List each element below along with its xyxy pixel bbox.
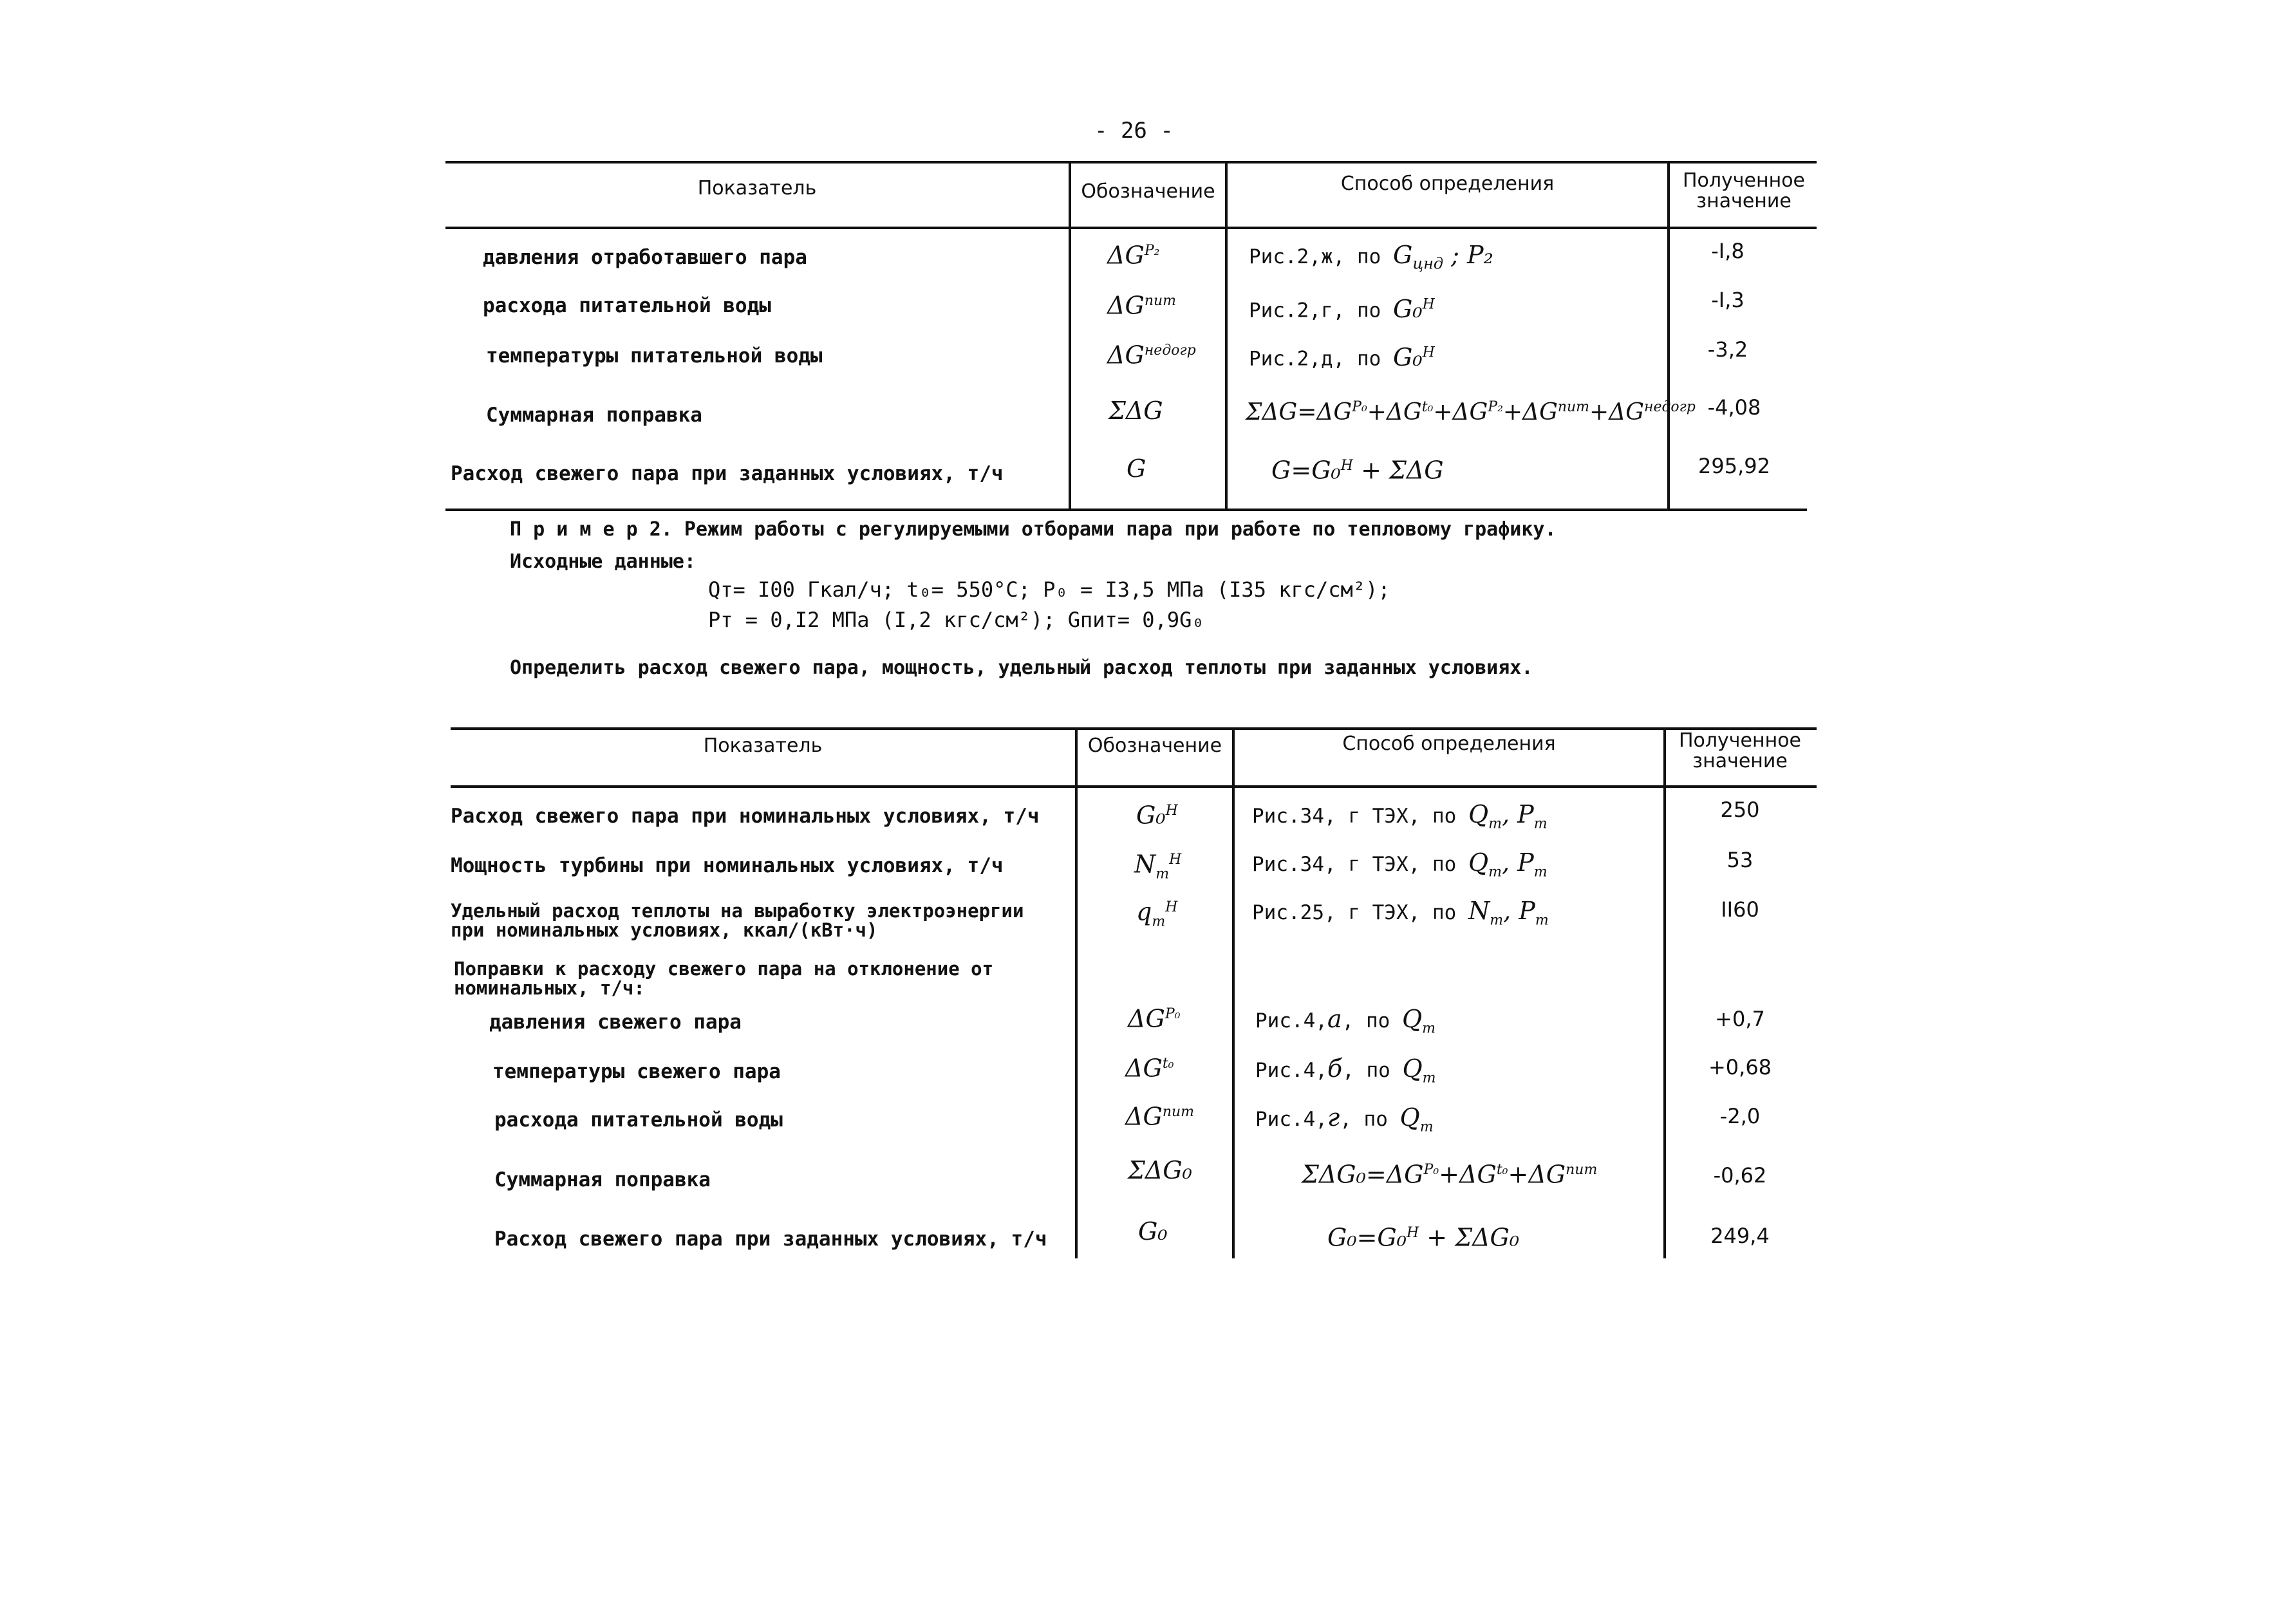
table2-row-value: 250 [1720, 798, 1760, 822]
table2-row-method: Рис.4,г, по $Q_т$ [1255, 1103, 1434, 1135]
input-data-label: Исходные данные: [510, 550, 696, 573]
table2-header-method: Способ определения [1342, 733, 1556, 755]
table1-row-method: Рис.2,д, по G₀$^H$ [1249, 342, 1435, 371]
table2-header-indicator: Показатель [703, 734, 823, 757]
table1-row-value: -3,2 [1707, 337, 1748, 362]
table2-col-divider [1075, 727, 1078, 1258]
table1-row-symbol: $\Delta G^{P_2}$ [1107, 241, 1160, 270]
table2-row-value: II60 [1721, 897, 1759, 922]
table2-header-rule [451, 785, 1817, 788]
table2-row-method: Рис.34, г ТЭХ, по $Q_т$, $P_т$ [1252, 800, 1548, 832]
table2-row-indicator: давления свежего пара [489, 1011, 742, 1034]
table2-row-indicator: Мощность турбины при номинальных условиях, т/ч [451, 854, 1004, 877]
table2-row-indicator: Расход свежего пара при заданных условиях, т/ч [494, 1227, 1047, 1251]
table1-row-symbol: $\Delta G^{недогр}$ [1107, 341, 1196, 369]
table1-row-indicator: давления отработавшего пара [483, 246, 807, 269]
table2-row-method: $\Sigma\Delta G_0=\Delta G^{P_0}+\Delta G^{t_0}+\Delta G^{пит}$ [1302, 1160, 1598, 1189]
table2-row-value: -0,62 [1713, 1163, 1767, 1188]
table1-row-indicator: Расход свежего пара при заданных условиях, т/ч [451, 462, 1004, 485]
table2-row-symbol: G₀$^H$ [1136, 801, 1178, 830]
table1-row-value: -4,08 [1707, 395, 1761, 420]
table1-row-value: -I,3 [1711, 288, 1745, 312]
table2-row-value: -2,0 [1719, 1104, 1761, 1128]
input-data-line-2: Pт = 0,I2 МПа (I,2 кгс/см²); Gпит= 0,9G₀ [708, 608, 1204, 632]
table2-row-symbol: $N_т^H$ [1134, 850, 1182, 882]
table1-row-indicator: Суммарная поправка [486, 404, 702, 427]
task-statement: Определить расход свежего пара, мощность, удельный расход теплоты при заданных условиях. [510, 657, 1533, 679]
table1-bottom-rule [445, 509, 1807, 511]
table1-row-method: G=G₀$^H$ + ΣΔG [1271, 456, 1444, 485]
table1-row-method: Рис.2,г, по G₀$^H$ [1249, 294, 1435, 323]
table1-header-value: Полученное значение [1682, 169, 1806, 212]
table2-header-value: Полученное значение [1678, 729, 1802, 772]
table1-row-symbol: G [1127, 454, 1146, 483]
table2-row-method: Рис.25, г ТЭХ, по $N_т$, $P_т$ [1252, 897, 1549, 929]
table2-row-indicator: Суммарная поправка [494, 1168, 711, 1191]
table1-header-indicator: Показатель [697, 177, 817, 200]
table1-header-method: Способ определения [1340, 173, 1555, 195]
table2-row-method: Рис.4,а, по $Q_т$ [1255, 1005, 1436, 1037]
table2-col-divider [1232, 727, 1235, 1258]
table2-row-value: +0,7 [1715, 1007, 1765, 1031]
table1-row-symbol: $\Delta G^{пит}$ [1107, 291, 1177, 320]
table2-row-value: 53 [1726, 848, 1754, 872]
table2-row-indicator: Удельный расход теплоты на выработку электроэнергии при номинальных условиях, ккал/(кВт·ч) [451, 900, 1024, 941]
table2-row-symbol: $\Delta G^{P_0}$ [1128, 1004, 1181, 1033]
table2-row-value: +0,68 [1708, 1055, 1772, 1079]
table1-row-indicator: температуры питательной воды [486, 344, 823, 368]
table1-row-method: Рис.2,ж, по $G_{цнд}$ ; P₂ [1249, 241, 1493, 273]
table2-top-rule [451, 727, 1817, 730]
table1-col-divider [1069, 161, 1071, 510]
table2-row-method: Рис.4,б, по $Q_т$ [1255, 1054, 1436, 1087]
table2-row-indicator: Расход свежего пара при номинальных условиях, т/ч [451, 805, 1040, 828]
table2-row-symbol: $\Delta G^{t_0}$ [1125, 1054, 1174, 1083]
page-number: - 26 - [1094, 118, 1174, 144]
table1-row-indicator: расхода питательной воды [483, 294, 771, 317]
table2-row-symbol: $q_т^H$ [1136, 897, 1178, 930]
table1-row-symbol: ΣΔG [1108, 397, 1163, 425]
table2-header-symbol: Обозначение [1087, 734, 1222, 757]
table1-row-value: -I,8 [1711, 239, 1745, 263]
table1-row-method: $\Sigma\Delta G=\Delta G^{P_0}+\Delta G^{t_0}+\Delta G^{P_2}+\Delta G^{пит}+\Delta G^{недогр}$ [1246, 399, 1696, 425]
table2-row-indicator: Поправки к расходу свежего пара на отклонение от номинальных, т/ч: [454, 958, 994, 999]
table2-row-symbol: G₀ [1138, 1217, 1168, 1246]
table1-top-rule [445, 161, 1817, 163]
table1-header-rule [445, 227, 1817, 229]
table2-row-value: 249,4 [1710, 1224, 1770, 1248]
input-data-line-1: Qт= I00 Гкал/ч; t₀= 550°С; P₀ = I3,5 МПа (I35 кгс/см²); [708, 577, 1390, 602]
table2-row-symbol: ΣΔG₀ [1128, 1156, 1192, 1184]
table2-row-method: G₀=G₀$^H$ + ΣΔG₀ [1327, 1223, 1520, 1252]
table1-col-divider [1225, 161, 1228, 510]
example-title: П р и м е р 2. Режим работы с регулируемыми отборами пара при работе по тепловому графику. [510, 518, 1557, 541]
table2-row-symbol: $\Delta G^{пит}$ [1125, 1102, 1195, 1131]
table2-row-indicator: расхода питательной воды [494, 1108, 783, 1132]
table2-row-method: Рис.34, г ТЭХ, по $Q_т$, $P_т$ [1252, 848, 1548, 881]
table1-header-symbol: Обозначение [1081, 180, 1215, 203]
table1-row-value: 295,92 [1698, 454, 1770, 478]
table2-row-indicator: температуры свежего пара [492, 1060, 781, 1083]
